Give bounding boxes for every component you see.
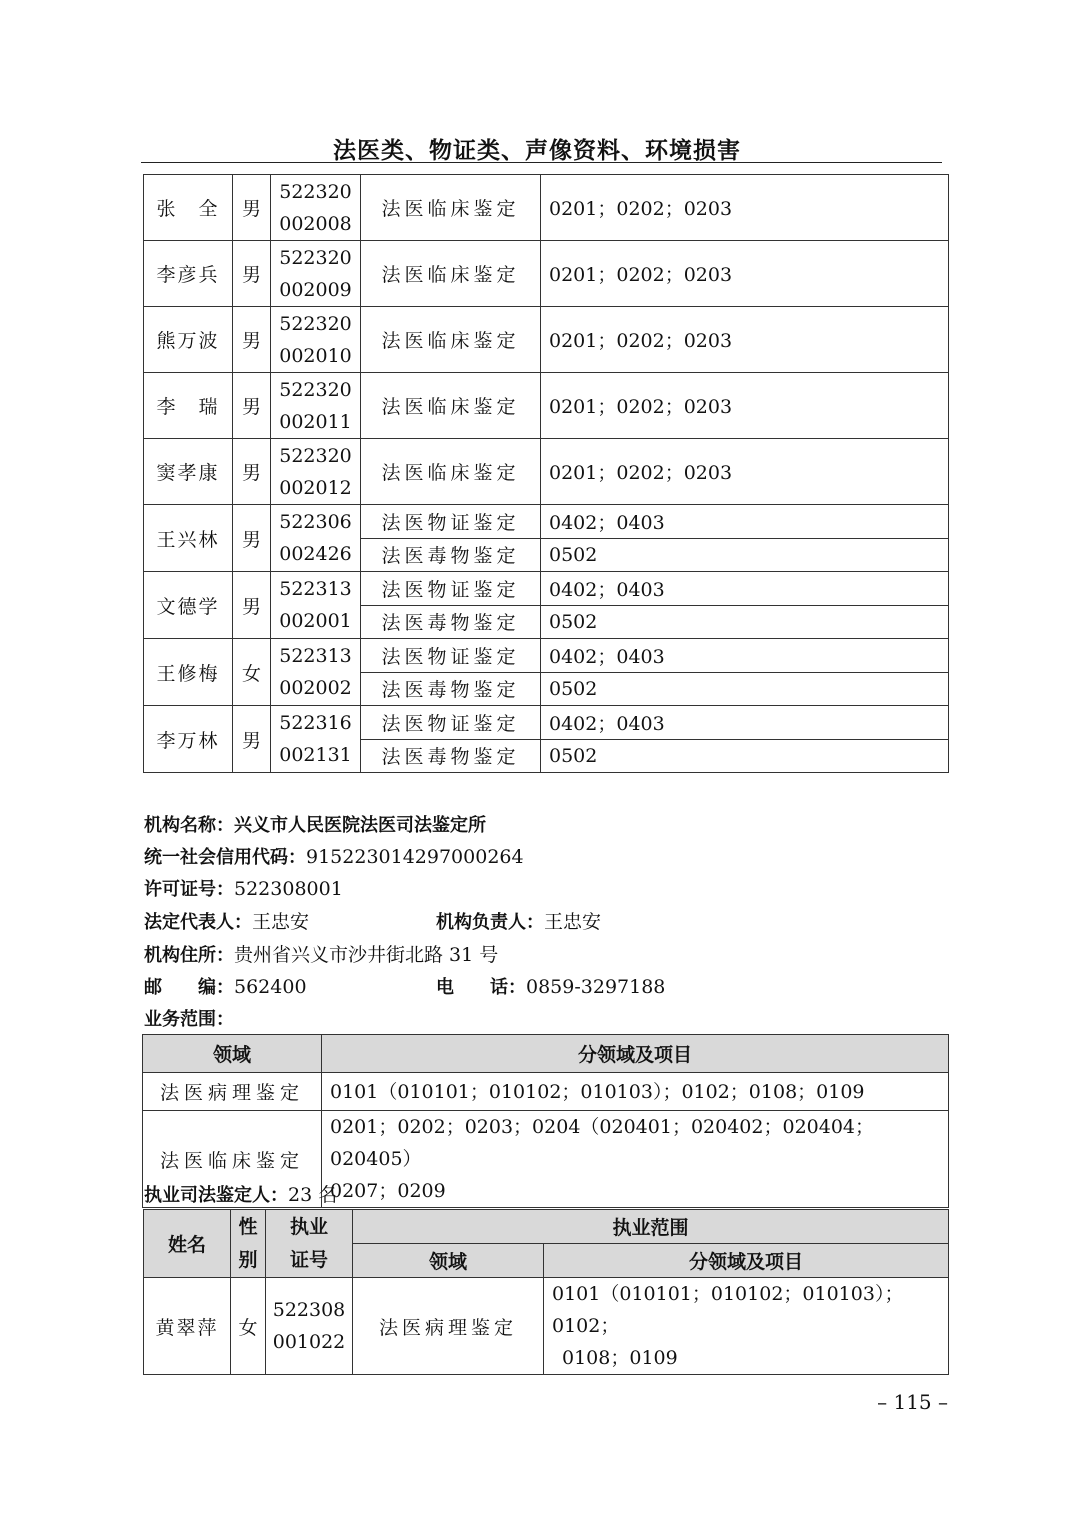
field-name: 法医临床鉴定 [361, 241, 541, 307]
field-name: 法医物证鉴定 [361, 572, 541, 606]
cert-line-1: 522306 [279, 511, 352, 533]
person-name: 文德学 [144, 572, 233, 639]
table-row [144, 373, 949, 439]
person-name: 熊万波 [144, 307, 233, 373]
org-license: 522308001 [234, 878, 343, 900]
person-name: 李彦兵 [144, 241, 233, 307]
staff-head-name: 姓名 [144, 1210, 231, 1278]
field-codes: 0201；0202；0203 [541, 373, 949, 439]
person-gender: 男 [233, 373, 271, 439]
person-gender: 男 [233, 572, 271, 639]
cert-line-2: 001022 [272, 1331, 346, 1353]
cert-line-2: 002012 [279, 476, 352, 499]
person-cert [271, 175, 361, 241]
cert-line-2: 002011 [279, 410, 352, 433]
field-codes: 0201；0202；0203 [541, 439, 949, 505]
scope-code-line: 0207；0209 [330, 1180, 446, 1202]
field-codes: 0402；0403 [541, 706, 949, 740]
table-row [144, 307, 949, 373]
field-codes: 0402；0403 [541, 572, 949, 606]
staff-head-sub: 分领域及项目 [544, 1244, 949, 1278]
person-name: 张 全 [144, 175, 233, 241]
cert-line-1: 522320 [279, 444, 352, 467]
field-name: 法医物证鉴定 [361, 639, 541, 673]
org-phone-label: 电 话： [436, 977, 526, 998]
staff-head-gender-1: 性 [238, 1215, 258, 1238]
staff-count: 23 名 [288, 1184, 338, 1206]
scope-head-field: 领域 [143, 1035, 322, 1073]
field-codes: 0201；0202；0203 [541, 241, 949, 307]
org-name-line [144, 809, 486, 842]
person-gender: 男 [233, 175, 271, 241]
person-cert [271, 241, 361, 307]
table-row [144, 706, 949, 740]
cert-line-1: 522313 [279, 645, 352, 667]
table-row [143, 1073, 949, 1111]
org-address-line [144, 939, 498, 972]
cert-line-2: 002008 [279, 212, 352, 235]
header-rule [141, 162, 942, 163]
cert-line-2: 002010 [279, 344, 352, 367]
org-legal: 王忠安 [252, 911, 310, 933]
field-name: 法医临床鉴定 [361, 307, 541, 373]
field-name: 法医毒物鉴定 [361, 538, 541, 572]
cert-line-1: 522320 [279, 246, 352, 269]
table-row [144, 439, 949, 505]
person-gender: 女 [231, 1278, 266, 1375]
scope-code-line: 0201；0202；0203；0204（020401；020402；020404；020405） [330, 1116, 875, 1170]
field-codes: 0402；0403 [541, 505, 949, 539]
org-credit: 915223014297000264 [306, 846, 524, 868]
cert-line-2: 002002 [279, 677, 352, 699]
org-credit-label: 统一社会信用代码： [144, 847, 306, 868]
field-codes: 0502 [541, 538, 949, 572]
org-name-label: 机构名称： [144, 815, 234, 836]
org-head: 王忠安 [544, 911, 602, 933]
field-codes: 0502 [541, 739, 949, 773]
page-header-title: 法医类、物证类、声像资料、环境损害 [333, 137, 741, 164]
staff-head-scope: 执业范围 [353, 1210, 949, 1244]
field-name: 法医毒物鉴定 [361, 739, 541, 773]
staff-count-line [144, 1179, 337, 1212]
table-row [144, 1278, 949, 1375]
table-row [144, 572, 949, 606]
cert-line-2: 002131 [279, 744, 352, 766]
field-name: 法医临床鉴定 [361, 373, 541, 439]
org-legal-line [144, 906, 309, 939]
field-codes: 0502 [541, 605, 949, 639]
staff-count-label: 执业司法鉴定人： [144, 1185, 288, 1206]
scope-field: 法医病理鉴定 [143, 1073, 322, 1111]
staff-table [143, 1209, 949, 1375]
person-gender: 男 [233, 241, 271, 307]
person-cert [271, 505, 361, 572]
field-name: 法医物证鉴定 [361, 706, 541, 740]
org-postal: 562400 [234, 976, 307, 998]
cert-line-1: 522316 [279, 712, 352, 734]
field-name: 法医临床鉴定 [361, 175, 541, 241]
org-scope-label: 业务范围： [144, 1009, 234, 1030]
person-gender: 女 [233, 639, 271, 706]
cert-line-1: 522313 [279, 578, 352, 600]
org-license-line [144, 873, 343, 906]
cert-line-2: 002426 [279, 543, 352, 565]
person-cert [271, 706, 361, 773]
person-cert [266, 1278, 353, 1375]
field-name: 法医物证鉴定 [361, 505, 541, 539]
staff-head-cert-1: 执业 [289, 1215, 328, 1238]
staff-head-field: 领域 [353, 1244, 544, 1278]
code-line: 0108；0109 [562, 1347, 678, 1369]
person-gender: 男 [233, 307, 271, 373]
person-cert [271, 639, 361, 706]
person-name: 王修梅 [144, 639, 233, 706]
scope-field: 法医临床鉴定 [143, 1111, 322, 1208]
code-line: 0101（010101；010102；010103）；0102； [552, 1283, 904, 1337]
staff-head-gender-2: 别 [238, 1248, 258, 1271]
staff-table-continued [143, 174, 949, 773]
scope-head-sub: 分领域及项目 [322, 1035, 949, 1073]
field-codes: 0201；0202；0203 [541, 175, 949, 241]
org-scope-line [144, 1003, 234, 1036]
org-name: 兴义市人民医院法医司法鉴定所 [234, 815, 486, 836]
table-row [144, 505, 949, 539]
org-head-line [436, 906, 601, 939]
field-codes: 0201；0202；0203 [541, 307, 949, 373]
field-name: 法医毒物鉴定 [361, 672, 541, 706]
person-gender: 男 [233, 706, 271, 773]
org-postal-line [144, 971, 307, 1004]
org-address: 贵州省兴义市沙井街北路 31 号 [234, 944, 499, 966]
person-name: 黄翠萍 [144, 1278, 231, 1375]
field-name: 法医毒物鉴定 [361, 605, 541, 639]
staff-head-cert [266, 1210, 353, 1278]
org-credit-line [144, 841, 524, 874]
org-phone-line [436, 971, 665, 1004]
staff-head-gender [231, 1210, 266, 1278]
cert-line-2: 002001 [279, 610, 352, 632]
person-name: 李 瑞 [144, 373, 233, 439]
org-legal-label: 法定代表人： [144, 912, 252, 933]
field-codes: 0402；0403 [541, 639, 949, 673]
cert-line-1: 522308 [272, 1299, 346, 1321]
table-row [144, 639, 949, 673]
cert-line-1: 522320 [279, 312, 352, 335]
org-head-label: 机构负责人： [436, 912, 544, 933]
org-phone: 0859-3297188 [526, 976, 666, 998]
person-cert [271, 572, 361, 639]
person-gender: 男 [233, 505, 271, 572]
scope-codes [322, 1073, 949, 1111]
person-name: 窦孝康 [144, 439, 233, 505]
page-number: – 115 – [877, 1390, 948, 1414]
field-codes: 0502 [541, 672, 949, 706]
org-address-label: 机构住所： [144, 945, 234, 966]
person-gender: 男 [233, 439, 271, 505]
org-license-label: 许可证号： [144, 879, 234, 900]
table-row [144, 175, 949, 241]
staff-head-cert-2: 证号 [289, 1248, 328, 1271]
person-cert [271, 373, 361, 439]
person-cert [271, 439, 361, 505]
cert-line-1: 522320 [279, 378, 352, 401]
table-row [144, 241, 949, 307]
scope-code-line: 0101（010101；010102；010103）；0102；0108；0109 [330, 1080, 865, 1103]
person-name: 李万林 [144, 706, 233, 773]
field-name: 法医病理鉴定 [353, 1278, 544, 1375]
person-name: 王兴林 [144, 505, 233, 572]
field-codes [544, 1278, 949, 1375]
org-postal-label: 邮 编： [144, 977, 234, 998]
person-cert [271, 307, 361, 373]
field-name: 法医临床鉴定 [361, 439, 541, 505]
scope-codes [322, 1111, 949, 1208]
cert-line-2: 002009 [279, 278, 352, 301]
cert-line-1: 522320 [279, 180, 352, 203]
